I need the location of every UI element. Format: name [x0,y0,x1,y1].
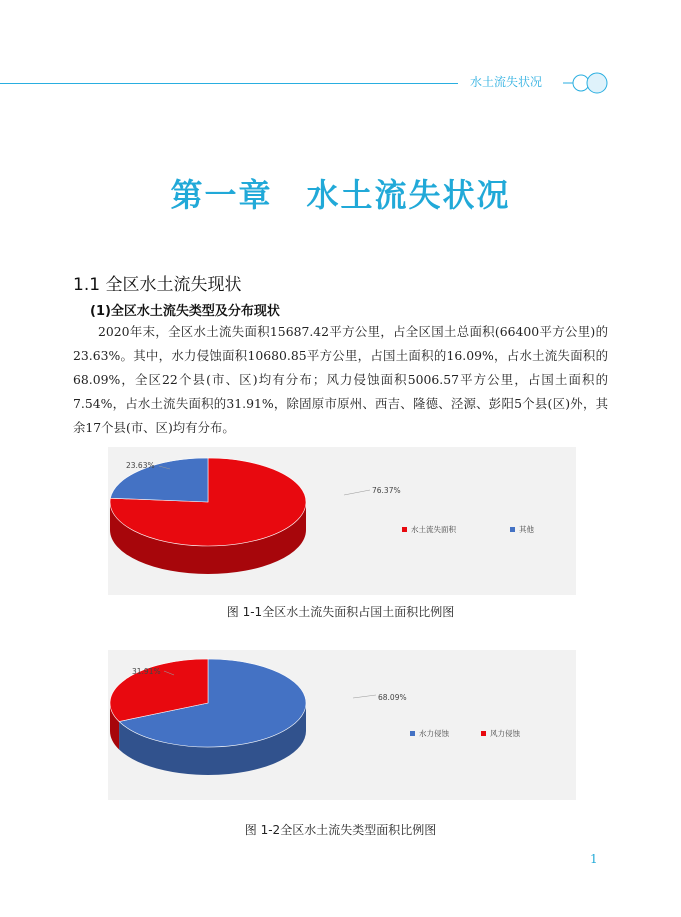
legend-2-swatch-wind [481,731,486,736]
figure-caption-1: 图 1-1全区水土流失面积占国土面积比例图 [226,605,455,619]
chapter-title: 第一章 水土流失状况 [170,176,511,214]
legend-1-label-main: 水土流失面积 [411,525,456,534]
pie-1-label-other: 23.63% [126,461,155,470]
pie-chart-1-graphic [110,458,306,574]
pie-slice-其他 [110,458,208,502]
header-rule [0,83,458,84]
running-header-title: 水土流失状况 [470,75,543,89]
subsection-title: (1)全区水土流失类型及分布现状 [90,304,280,319]
pie-chart-2-graphic [110,659,306,775]
legend-1-swatch-main [402,527,407,532]
body-paragraph-text: 2020年末，全区水土流失面积15687.42平方公里，占全区国土总面积(66400平方公里)的23.63%。其中，水力侵蚀面积10680.85平方公里，占国土面积的16.09%，占水土流失面积的68.09%，全区22个县(市、区)均有分布；风力侵蚀面积5006.57平方公里，占国土面积的7.54%，占水土流失面积的31.91%，除固原市原州、西吉、隆德、泾源、彭阳5个县(区)外，其余17个县(市、区)均有分布。 [73,324,608,435]
header-circles-decoration [563,70,613,96]
legend-2-label-wind: 风力侵蚀 [490,729,520,738]
pie-chart-1-svg [108,447,576,595]
legend-1-label-other: 其他 [519,525,534,534]
page-number: 1 [590,852,598,866]
pie-2-label-wind: 31.91% [132,667,161,676]
figure-caption-2: 图 1-2全区水土流失类型面积比例图 [244,823,437,837]
legend-2-swatch-water [410,731,415,736]
legend-1-swatch-other [510,527,515,532]
body-paragraph [73,320,608,440]
pie-chart-2-svg [108,650,576,800]
section-title: 1.1 全区水土流失现状 [73,275,242,295]
pie-1-label-main: 76.37% [372,486,401,495]
legend-2-label-water: 水力侵蚀 [419,729,449,738]
pie-chart-land-ratio [108,447,576,595]
pie-chart-erosion-type [108,650,576,800]
pie-2-label-water: 68.09% [378,693,407,702]
